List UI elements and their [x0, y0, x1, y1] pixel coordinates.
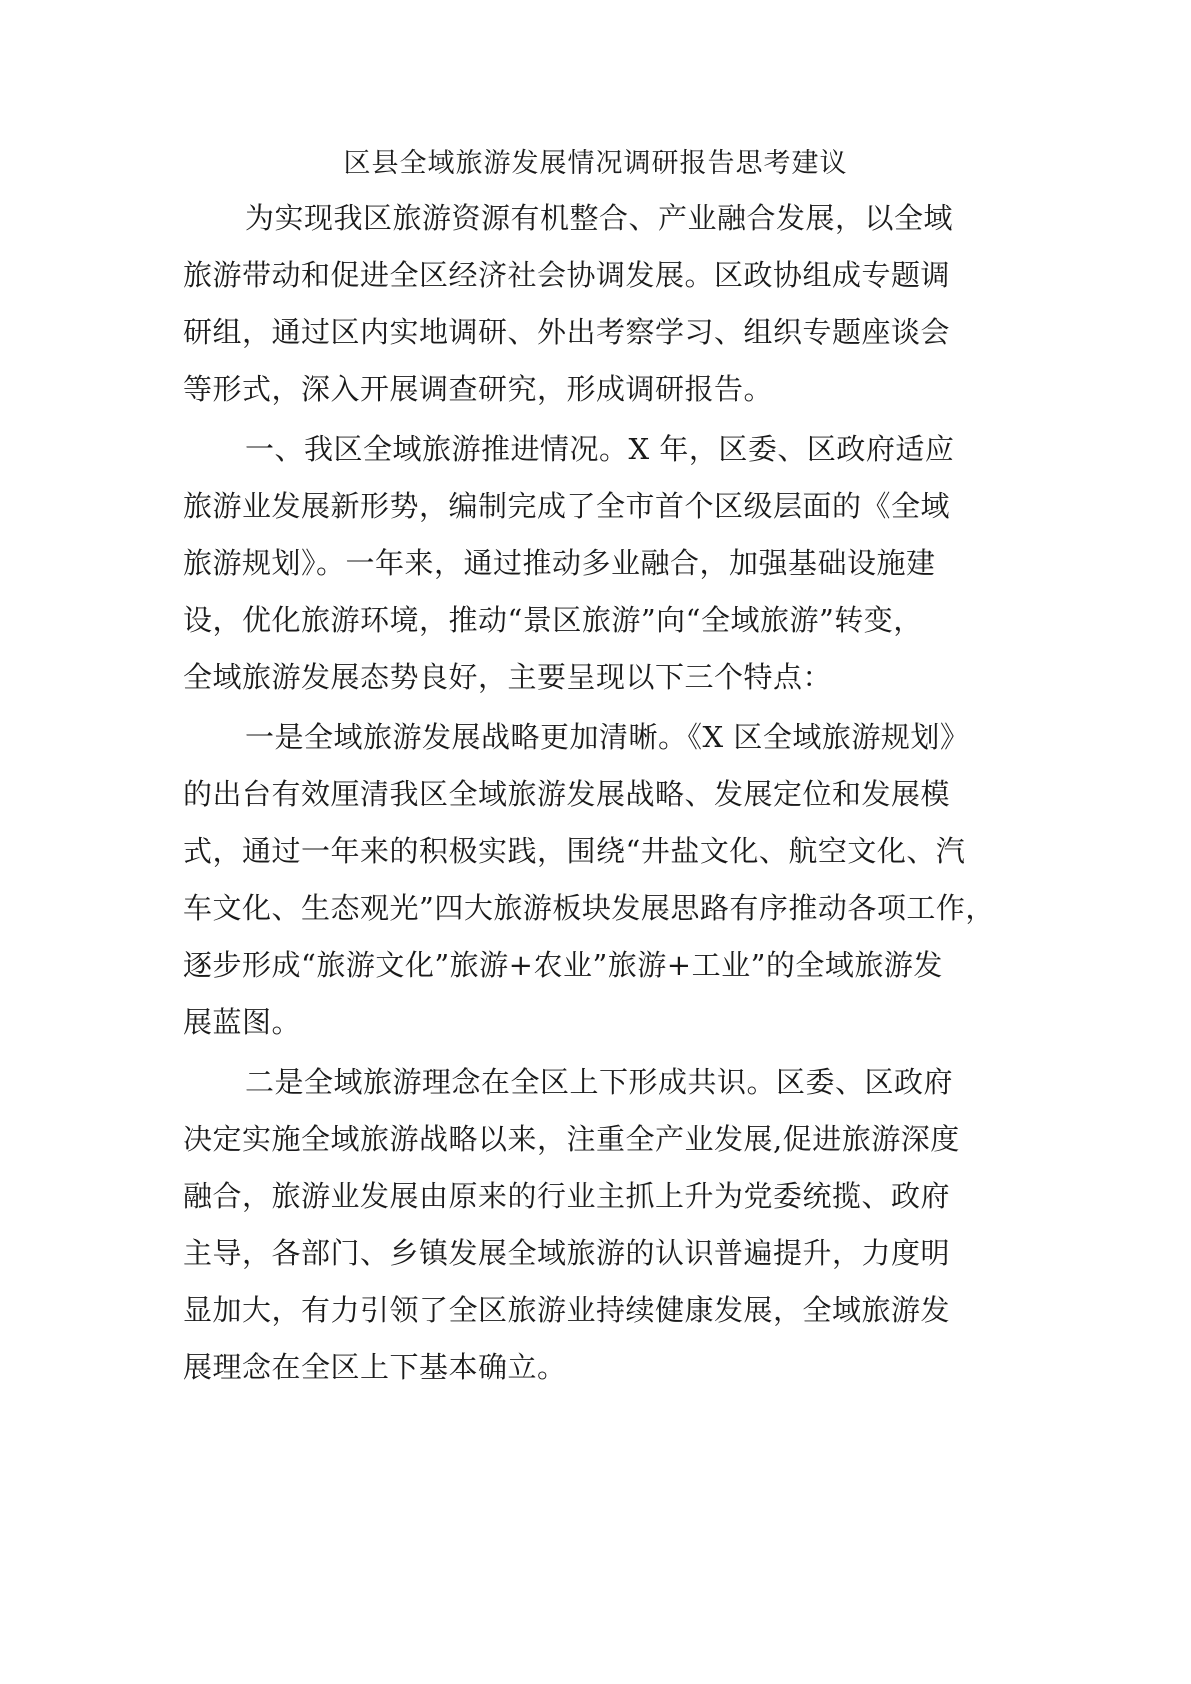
paragraph-3-line-3: 式，通过一年来的积极实践，围绕“井盐文化、航空文化、汽 [183, 834, 966, 868]
paragraph-2-line-3: 旅游规划》。一年来，通过推动多业融合，加强基础设施建 [183, 546, 936, 580]
paragraph-2-line-2: 旅游业发展新形势，编制完成了全市首个区级层面的《全域 [183, 489, 951, 523]
paragraph-3-line-5: 逐步形成“旅游文化”旅游+农业”旅游+工业”的全域旅游发 [183, 948, 943, 982]
paragraph-3-line-1: 一是全域旅游发展战略更加清晰。《X 区全域旅游规划》 [245, 720, 970, 754]
paragraph-4-line-6: 展理念在全区上下基本确立。 [183, 1350, 567, 1384]
paragraph-4-line-5: 显加大，有力引领了全区旅游业持续健康发展，全域旅游发 [183, 1293, 951, 1327]
paragraph-3-line-2: 的出台有效厘清我区全域旅游发展战略、发展定位和发展模 [183, 777, 951, 811]
paragraph-3-line-4: 车文化、生态观光”四大旅游板块发展思路有序推动各项工作， [183, 891, 995, 925]
paragraph-4-line-4: 主导，各部门、乡镇发展全域旅游的认识普遍提升，力度明 [183, 1236, 951, 1270]
paragraph-1-line-4: 等形式，深入开展调查研究，形成调研报告。 [183, 372, 774, 406]
paragraph-1-line-2: 旅游带动和促进全区经济社会协调发展。区政协组成专题调 [183, 258, 951, 292]
document-title: 区县全域旅游发展情况调研报告思考建议 [343, 148, 848, 179]
paragraph-1-line-3: 研组，通过区内实地调研、外出考察学习、组织专题座谈会 [183, 315, 951, 349]
paragraph-1-line-1: 为实现我区旅游资源有机整合、产业融合发展，以全域 [245, 201, 954, 235]
paragraph-2-line-5: 全域旅游发展态势良好，主要呈现以下三个特点： [183, 660, 833, 694]
paragraph-2-line-1: 一、我区全域旅游推进情况。X 年，区委、区政府适应 [245, 432, 955, 466]
paragraph-4-line-2: 决定实施全域旅游战略以来，注重全产业发展,促进旅游深度 [183, 1122, 960, 1156]
paragraph-4-line-1: 二是全域旅游理念在全区上下形成共识。区委、区政府 [245, 1065, 954, 1099]
paragraph-4-line-3: 融合，旅游业发展由原来的行业主抓上升为党委统揽、政府 [183, 1179, 951, 1213]
paragraph-2-line-4: 设，优化旅游环境，推动“景区旅游”向“全域旅游”转变， [183, 603, 923, 637]
paragraph-3-line-6: 展蓝图。 [183, 1005, 302, 1039]
